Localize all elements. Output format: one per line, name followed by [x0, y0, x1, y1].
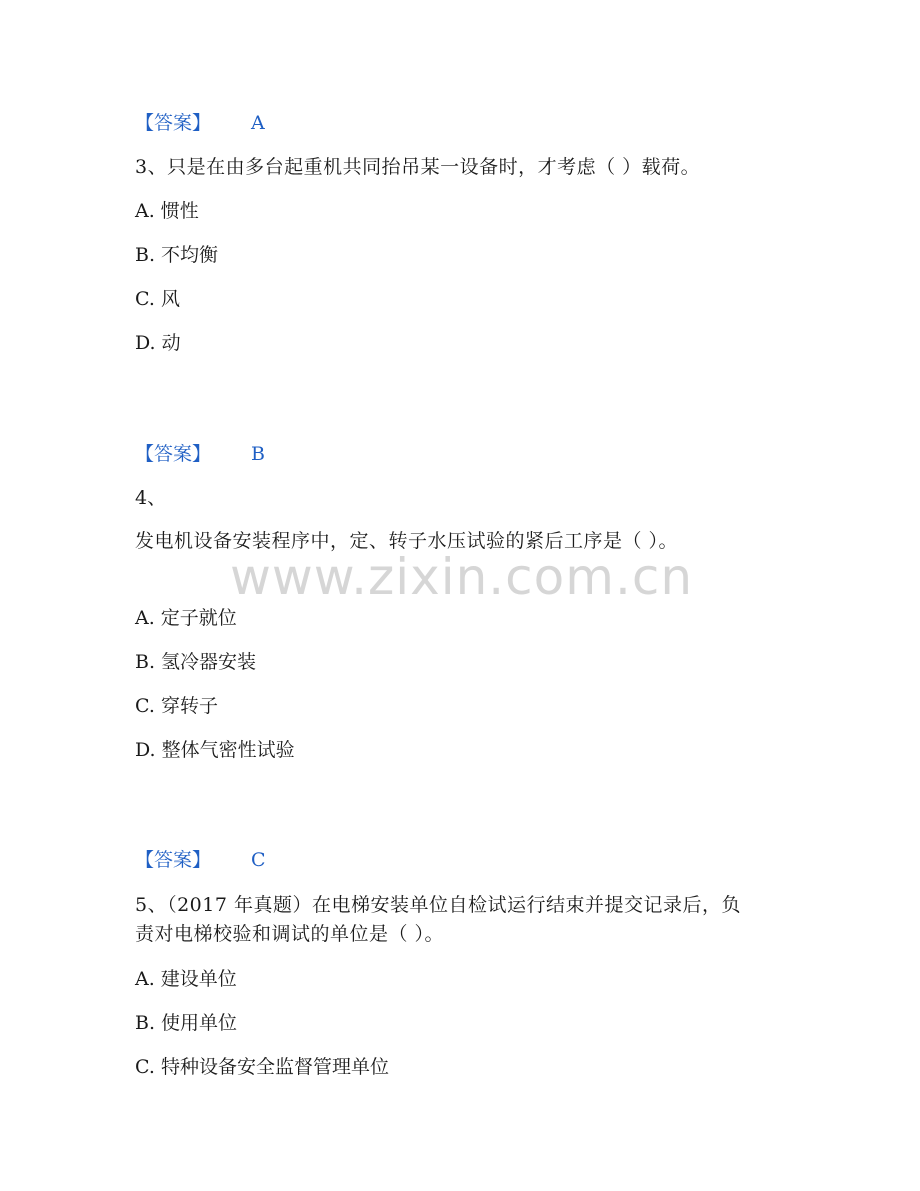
- question-number: 3、: [135, 156, 168, 178]
- answer-row-3: [135, 848, 266, 872]
- answer-row-2: [135, 442, 265, 466]
- option-d: D. 动: [135, 332, 181, 354]
- question-4-number: 4、: [135, 487, 167, 509]
- option-b: B. 不均衡: [135, 244, 219, 266]
- answer-value: A: [251, 112, 265, 134]
- watermark: www.zixin.com.cn: [230, 548, 694, 606]
- option-d: D. 整体气密性试验: [135, 739, 295, 761]
- answer-value: C: [251, 849, 266, 871]
- option-c: C. 风: [135, 288, 180, 310]
- question-3: [135, 155, 700, 179]
- question-number: 5、: [135, 894, 168, 916]
- option-a: A. 定子就位: [135, 607, 237, 629]
- question-text: 只是在由多台起重机共同抬吊某一设备时，才考虑（ ）载荷。: [167, 156, 701, 178]
- answer-label: 【答案】: [135, 443, 212, 465]
- option-a: A. 惯性: [135, 200, 199, 222]
- answer-label: 【答案】: [135, 112, 212, 134]
- question-4-text: 发电机设备安装程序中，定、转子水压试验的紧后工序是（ ）。: [135, 530, 679, 552]
- question-5-line-1: [135, 893, 741, 917]
- answer-value: B: [251, 443, 265, 465]
- option-c: C. 穿转子: [135, 695, 218, 717]
- question-text: （2017 年真题）在电梯安装单位自检试运行结束并提交记录后，负: [167, 894, 741, 916]
- option-a: A. 建设单位: [135, 968, 237, 990]
- answer-label: 【答案】: [135, 849, 212, 871]
- option-c: C. 特种设备安全监督管理单位: [135, 1056, 389, 1078]
- option-b: B. 氢冷器安装: [135, 651, 257, 673]
- question-5-line-2: 责对电梯校验和调试的单位是（ ）。: [135, 923, 445, 945]
- option-b: B. 使用单位: [135, 1012, 238, 1034]
- answer-row-1: [135, 111, 265, 135]
